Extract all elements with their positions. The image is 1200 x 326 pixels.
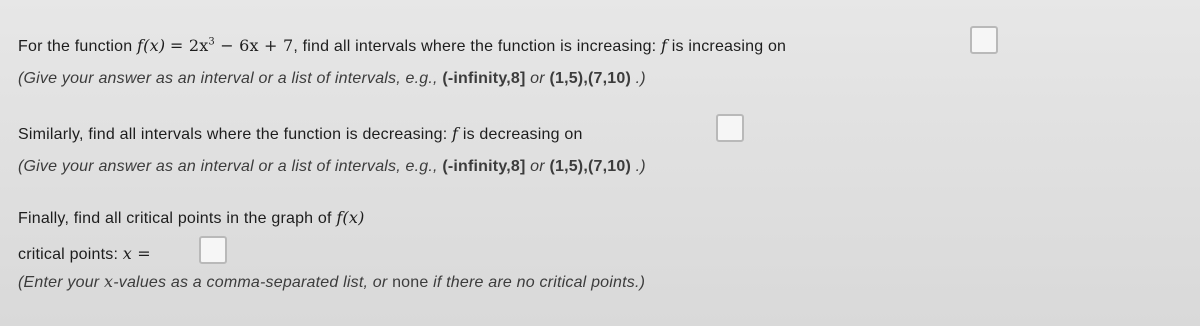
decreasing-label: is decreasing on	[462, 126, 583, 143]
question-text: Similarly, find all intervals where the function is decreasing:	[18, 126, 448, 143]
critical-points-question	[18, 208, 365, 228]
decreasing-hint: (Give your answer as an interval or a list of intervals, e.g., (-infinity,8] or (1,5),(7,10) .)	[18, 158, 646, 175]
decreasing-answer-input[interactable]	[716, 114, 744, 142]
question-text: For the function	[18, 38, 133, 55]
function-expression: = $2x^3 - 6x + 7$	[169, 36, 294, 55]
f-symbol: f	[452, 124, 459, 143]
increasing-label: is increasing on	[671, 38, 787, 55]
increasing-question	[18, 36, 786, 56]
function-name: f(x)	[336, 208, 365, 227]
x-equals: x =	[122, 244, 151, 263]
critical-points-hint: (Enter your x-values as a comma-separated list, or none if there are no critical points.)	[18, 272, 646, 291]
critical-points-label: critical points:	[18, 246, 119, 263]
critical-points-row	[18, 244, 151, 264]
increasing-answer-input[interactable]	[970, 26, 998, 54]
function-name: f(x)	[137, 36, 166, 55]
question-text-2: , find all intervals where the function is increasing:	[293, 38, 657, 55]
increasing-hint: (Give your answer as an interval or a list of intervals, e.g., (-infinity,8] or (1,5),(7,10) .)	[18, 70, 646, 87]
critical-points-input[interactable]	[199, 236, 227, 264]
decreasing-question	[18, 124, 583, 144]
f-symbol: f	[660, 36, 668, 55]
question-text: Finally, find all critical points in the graph of	[18, 210, 332, 227]
